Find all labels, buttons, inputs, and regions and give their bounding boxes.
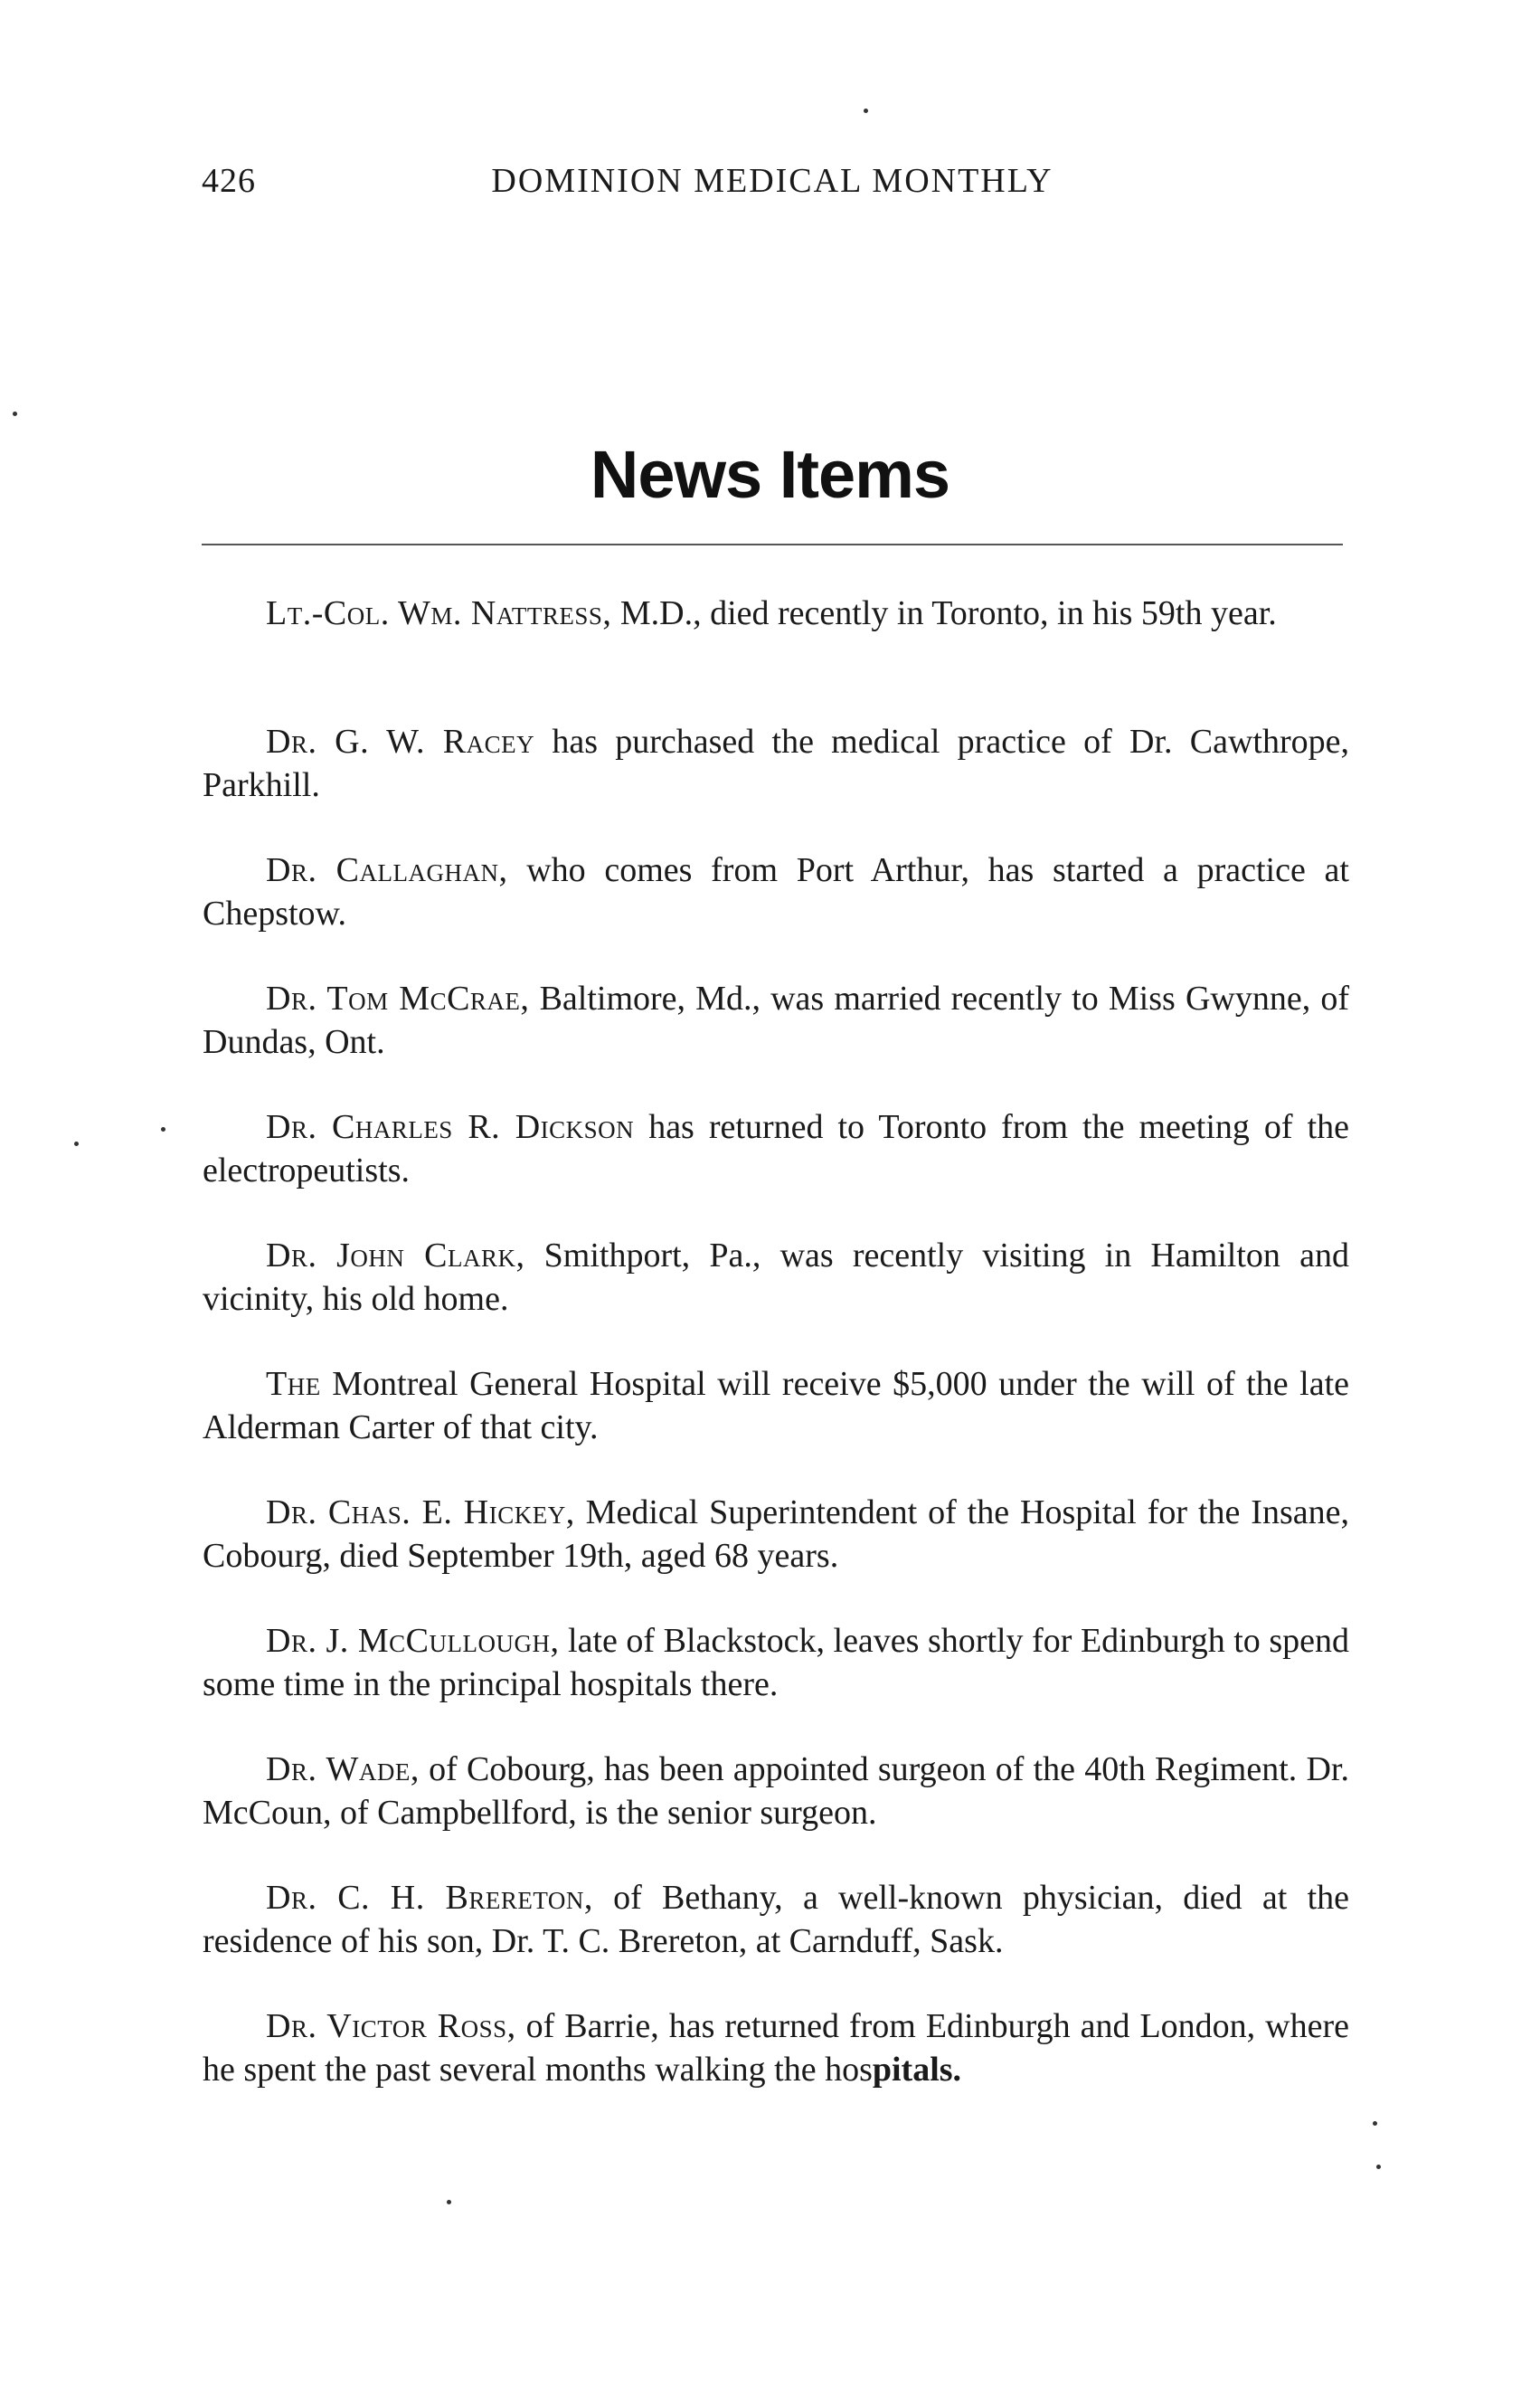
news-item — [203, 592, 1349, 678]
news-item-text: has purchased the medical practice of Dr. Cawthrope, Parkhill. — [203, 723, 1349, 804]
scan-speck — [13, 412, 17, 416]
news-item-lead: Dr. Chas. E. Hickey, — [266, 1493, 575, 1531]
news-item — [203, 1234, 1349, 1321]
running-head — [202, 161, 1343, 206]
scan-speck — [1376, 2165, 1381, 2169]
news-item-text: of Cobourg, has been appointed surgeon of the 40th Regiment. Dr. McCoun, of Campbellford, is the senior surgeon. — [203, 1750, 1349, 1832]
news-item-lead: The — [266, 1365, 321, 1403]
news-item — [203, 1491, 1349, 1578]
news-item-text: M.D., died recently in Toronto, in his 59th year. — [611, 594, 1277, 632]
news-item — [203, 1876, 1349, 1963]
news-item-lead: Dr. Callaghan, — [266, 851, 508, 889]
news-item-text: of Barrie, has returned from Edinburgh and London, where he spent the past several months walking the hos — [203, 2007, 1349, 2089]
news-item — [203, 2004, 1349, 2091]
news-item — [203, 1748, 1349, 1834]
news-item-text: late of Blackstock, leaves shortly for Edinburgh to spend some time in the principal hospitals there. — [203, 1622, 1349, 1703]
news-item — [203, 1362, 1349, 1449]
news-item-lead: Dr. Victor Ross, — [266, 2007, 516, 2045]
scan-speck — [447, 2200, 451, 2204]
news-item-text: of Bethany, a well-known physician, died at the residence of his son, Dr. T. C. Brereton, at Carnduff, Sask. — [203, 1879, 1349, 1960]
news-item — [203, 977, 1349, 1064]
news-item — [203, 1105, 1349, 1192]
news-item-lead: Dr. Tom McCrae, — [266, 980, 530, 1018]
news-item — [203, 848, 1349, 935]
news-item-text: Medical Superintendent of the Hospital for the Insane, Cobourg, died September 19th, aged 68 years. — [203, 1493, 1349, 1575]
news-item-text: has returned to Toronto from the meeting of the electropeutists. — [203, 1108, 1350, 1189]
news-item-text: who comes from Port Arthur, has started a practice at Chepstow. — [203, 851, 1349, 933]
news-item-lead: Dr. C. H. Brereton, — [266, 1879, 593, 1917]
news-item — [203, 720, 1349, 807]
scan-speck — [1373, 2121, 1377, 2126]
news-item-lead: Dr. J. McCullough, — [266, 1622, 560, 1660]
news-item-lead: Dr. G. W. Racey — [266, 723, 535, 761]
page-number: 426 — [202, 162, 256, 200]
news-item-lead: Dr. Wade, — [266, 1750, 420, 1788]
news-item-text: Montreal General Hospital will receive $5,000 under the will of the late Alderman Carter of that city. — [203, 1365, 1349, 1446]
news-item-lead: Lt.-Col. Wm. Nattress, — [266, 594, 612, 632]
scan-speck — [161, 1127, 165, 1132]
news-items-list — [203, 592, 1349, 2133]
news-item-lead: Dr. John Clark, — [266, 1237, 525, 1275]
section-title: News Items — [590, 437, 950, 512]
news-item-text: Baltimore, Md., was married recently to Miss Gwynne, of Dundas, Ont. — [203, 980, 1349, 1061]
title-rule — [202, 544, 1343, 545]
news-item — [203, 1619, 1349, 1706]
scan-speck — [864, 109, 868, 113]
news-item-lead: Dr. Charles R. Dickson — [266, 1108, 635, 1146]
journal-title: DOMINION MEDICAL MONTHLY — [491, 162, 1053, 200]
news-item-tail: pitals. — [872, 2051, 962, 2089]
news-item-text: Smithport, Pa., was recently visiting in Hamilton and vicinity, his old home. — [203, 1237, 1349, 1318]
scan-speck — [74, 1142, 79, 1146]
